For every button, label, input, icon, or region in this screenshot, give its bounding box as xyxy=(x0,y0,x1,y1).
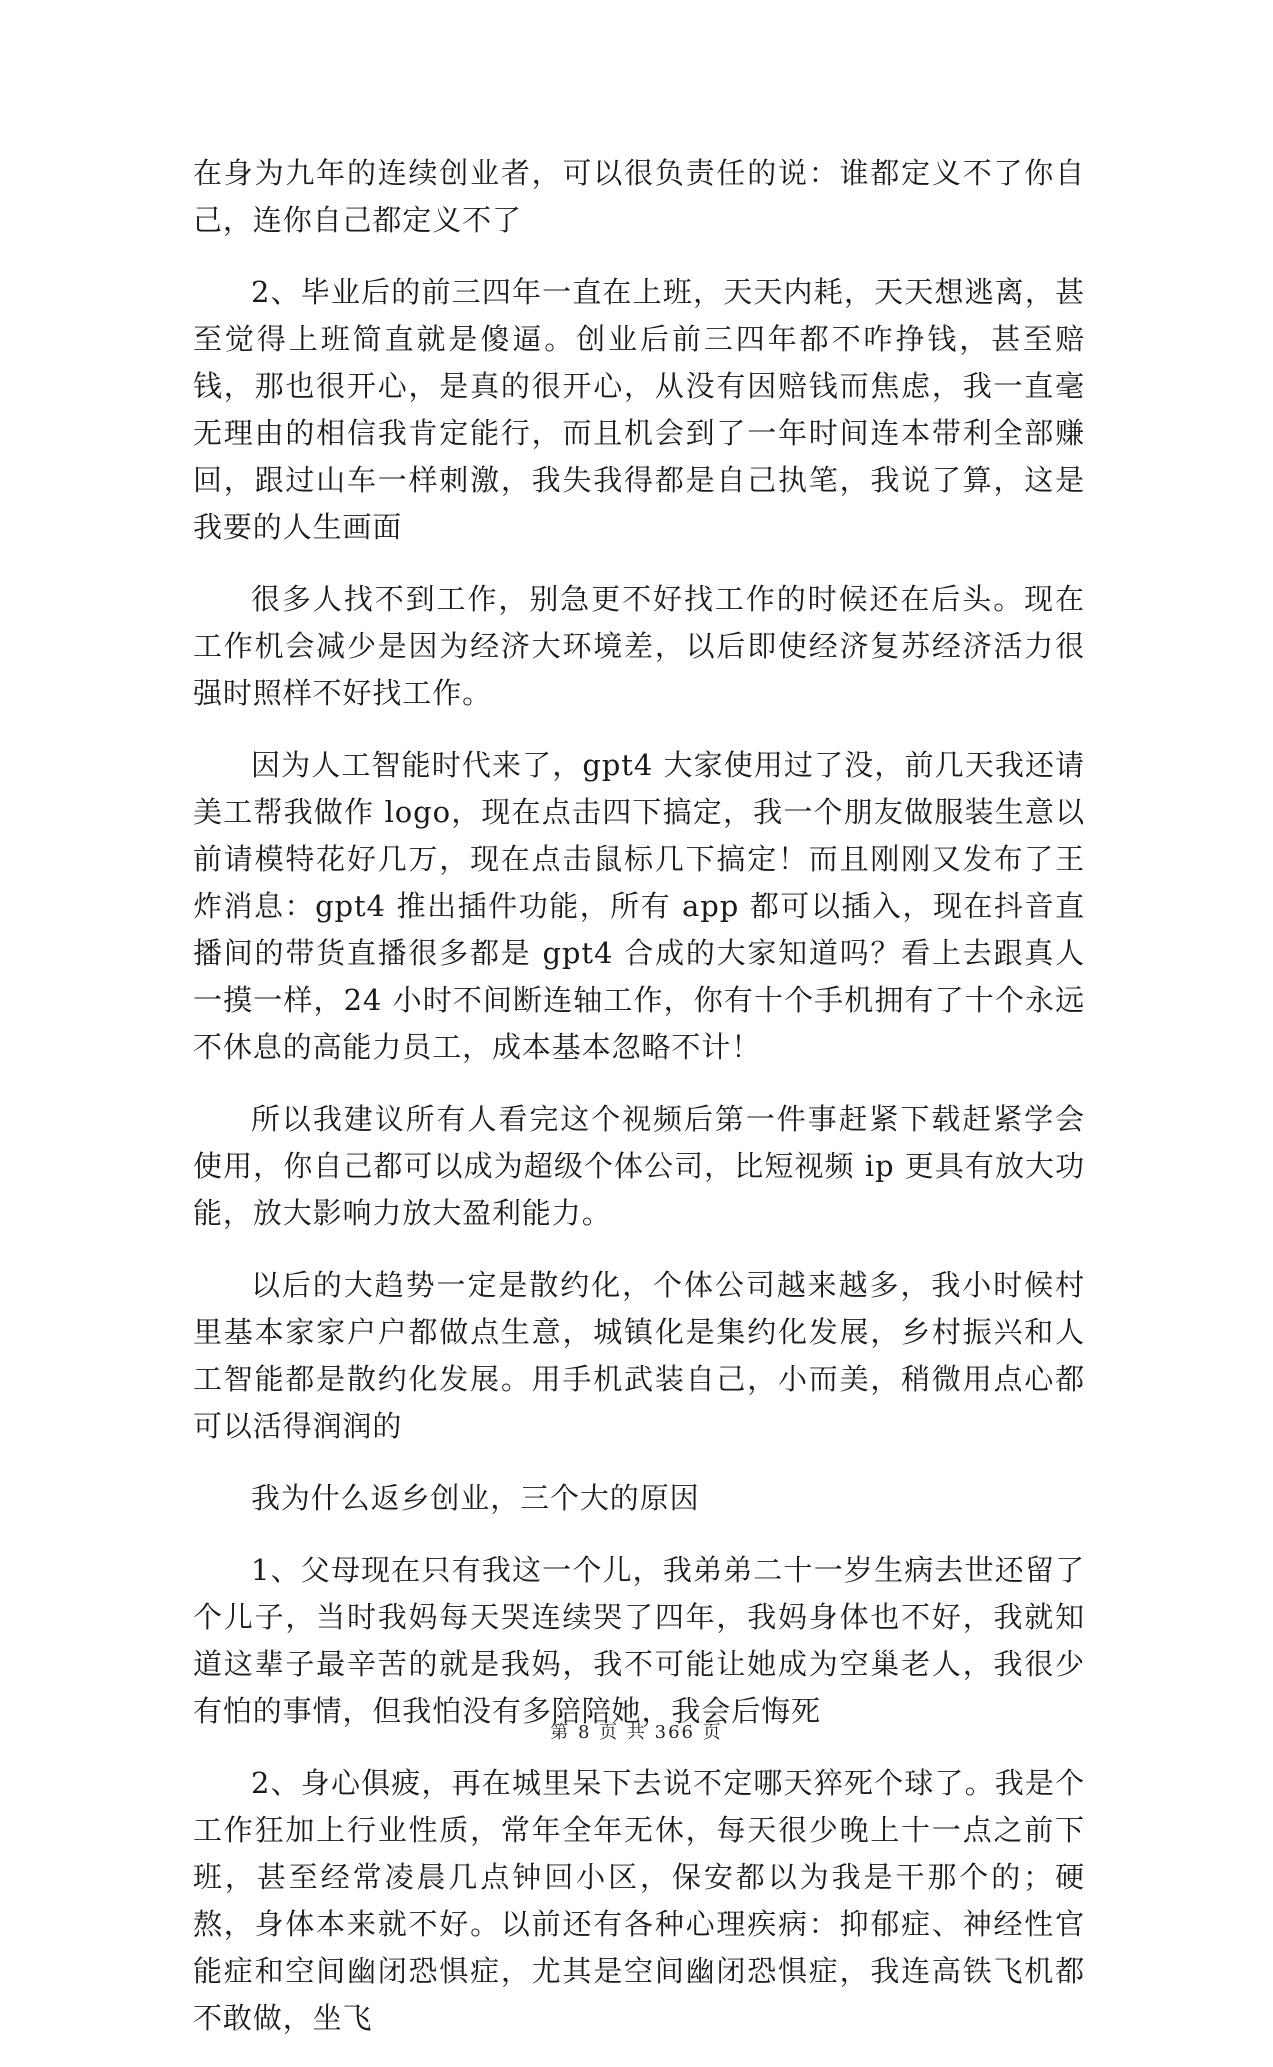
paragraph-7: 1、父母现在只有我这一个儿，我弟弟二十一岁生病去世还留了个儿子，当时我妈每天哭连续哭了四年，我妈身体也不好，我就知道这辈子最辛苦的就是我妈，我不可能让她成为空巢老人，我很少有怕的事情，但我怕没有多陪陪她，我会后悔死 xyxy=(193,1553,1085,1728)
paragraph-8: 2、身心俱疲，再在城里呆下去说不定哪天猝死个球了。我是个工作狂加上行业性质，常年全年无休，每天很少晚上十一点之前下班，甚至经常凌晨几点钟回小区，保安都以为我是干那个的；硬熬，身体本来就不好。以前还有各种心理疾病：抑郁症、神经性官能症和空间幽闭恐惧症，尤其是空间幽闭恐惧症，我连高铁飞机都不敢做，坐飞 xyxy=(193,1766,1085,2035)
paragraph-1: 在身为九年的连续创业者，可以很负责任的说：谁都定义不了你自己，连你自己都定义不了 xyxy=(193,156,1085,237)
page-number-footer: 第 8 页 共 366 页 xyxy=(550,1722,723,1743)
paragraph-6: 以后的大趋势一定是散约化，个体公司越来越多，我小时候村里基本家家户户都做点生意，城镇化是集约化发展，乡村振兴和人工智能都是散约化发展。用手机武装自己，小而美，稍微用点心都可以活得润润的 xyxy=(193,1268,1085,1443)
section-heading: 我为什么返乡创业，三个大的原因 xyxy=(251,1481,700,1515)
paragraph-4: 因为人工智能时代来了，gpt4 大家使用过了没，前几天我还请美工帮我做作 logo，现在点击四下搞定，我一个朋友做服装生意以前请模特花好几万，现在点击鼠标几下搞定！而且刚刚又发布了王炸消息：gpt4 推出插件功能，所有 app 都可以插入，现在抖音直播间的带货直播很多都是 gpt4 合成的大家知道吗？看上去跟真人一摸一样，24 小时不间断连轴工作，你有十个手机拥有了十个永远不休息的高能力员工，成本基本忽略不计！ xyxy=(193,748,1085,1064)
page-body xyxy=(193,150,1085,2067)
paragraph-3: 很多人找不到工作，别急更不好找工作的时候还在后头。现在工作机会减少是因为经济大环境差，以后即使经济复苏经济活力很强时照样不好找工作。 xyxy=(193,582,1085,710)
paragraph-5: 所以我建议所有人看完这个视频后第一件事赶紧下载赶紧学会使用，你自己都可以成为超级个体公司，比短视频 ip 更具有放大功能，放大影响力放大盈利能力。 xyxy=(193,1102,1085,1230)
paragraph-2: 2、毕业后的前三四年一直在上班，天天内耗，天天想逃离，甚至觉得上班简直就是傻逼。创业后前三四年都不咋挣钱，甚至赔钱，那也很开心，是真的很开心，从没有因赔钱而焦虑，我一直毫无理由的相信我肯定能行，而且机会到了一年时间连本带利全部赚回，跟过山车一样刺激，我失我得都是自己执笔，我说了算，这是我要的人生画面 xyxy=(193,275,1085,544)
